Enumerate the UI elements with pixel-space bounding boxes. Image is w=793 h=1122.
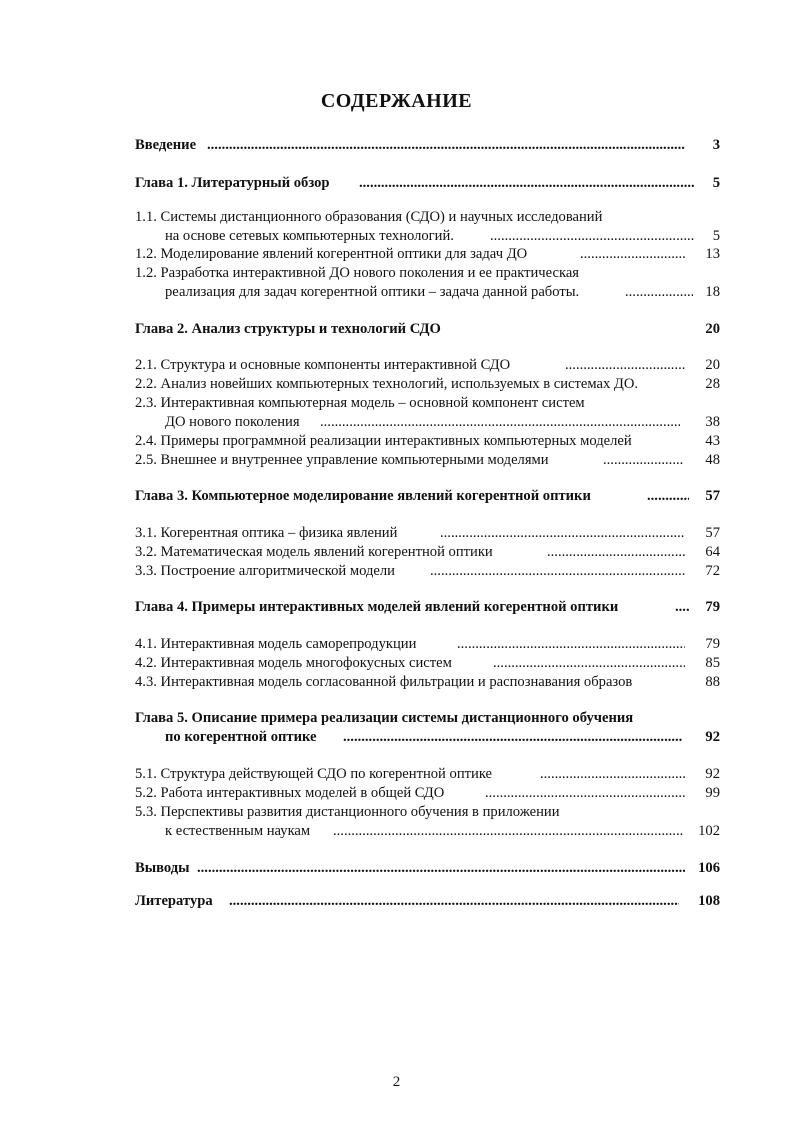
leader-dots xyxy=(359,174,695,192)
toc-entry-page: 3 xyxy=(712,137,720,153)
leader-dots xyxy=(485,784,685,802)
toc-entry-5-3-cont xyxy=(165,822,720,840)
toc-entry-page: 79 xyxy=(705,599,720,615)
toc-entry-label: по когерентной оптике xyxy=(165,729,317,745)
leader-dots xyxy=(493,654,685,672)
toc-entry-label: 1.2. Разработка интерактивной ДО нового поколения и ее практическая xyxy=(135,265,580,281)
toc-entry-page: 72 xyxy=(705,563,720,579)
toc-entry-1-1 xyxy=(135,208,720,226)
toc-entry-4-1 xyxy=(135,635,720,653)
toc-entry-5-1 xyxy=(135,765,720,783)
toc-entry-label: 2.1. Структура и основные компоненты интерактивной СДО xyxy=(135,357,511,373)
toc-entry-4-2 xyxy=(135,654,720,672)
leader-dots xyxy=(229,892,679,910)
leader-dots xyxy=(675,598,689,616)
toc-entry-label: Выводы xyxy=(135,860,190,876)
toc-entry-page: 28 xyxy=(705,376,720,392)
toc-entry-label: 1.2. Моделирование явлений когерентной оптики для задач ДО xyxy=(135,246,528,262)
toc-entry-1-2 xyxy=(135,245,720,263)
toc-entry-label: Глава 3. Компьютерное моделирование явлений когерентной оптики xyxy=(135,488,591,504)
toc-entry-label: Литература xyxy=(135,893,213,909)
toc-entry-label: реализация для задач когерентной оптики – задача данной работы. xyxy=(165,284,580,300)
leader-dots xyxy=(580,245,685,263)
toc-entry-page: 57 xyxy=(705,525,720,541)
toc-entry-label: 2.5. Внешнее и внутреннее управление компьютерными моделями xyxy=(135,452,549,468)
toc-entry-label: 5.1. Структура действующей СДО по когерентной оптике xyxy=(135,766,493,782)
toc-entry-label: 4.3. Интерактивная модель согласованной фильтрации и распознавания образов xyxy=(135,674,633,690)
leader-dots xyxy=(343,728,683,746)
toc-entry-2-3-cont xyxy=(165,413,720,431)
toc-entry-3-3 xyxy=(135,562,720,580)
toc-entry-chapter-1 xyxy=(135,174,720,192)
toc-entry-page: 88 xyxy=(705,674,720,690)
toc-entry-label: 3.3. Построение алгоритмической модели xyxy=(135,563,395,579)
toc-entry-label: 5.3. Перспективы развития дистанционного обучения в приложении xyxy=(135,804,560,820)
toc-entry-label: 4.2. Интерактивная модель многофокусных систем xyxy=(135,655,452,671)
leader-dots xyxy=(320,413,680,431)
toc-entry-label: 3.2. Математическая модель явлений когерентной оптики xyxy=(135,544,493,560)
leader-dots xyxy=(197,859,685,877)
toc-entry-chapter-2 xyxy=(135,320,720,338)
leader-dots xyxy=(547,543,685,561)
toc-entry-2-3 xyxy=(135,394,720,412)
toc-entry-page: 20 xyxy=(705,321,720,337)
leader-dots xyxy=(457,635,685,653)
toc-entry-page: 48 xyxy=(705,452,720,468)
toc-entry-3-2 xyxy=(135,543,720,561)
toc-entry-1-1-cont xyxy=(165,227,720,245)
toc-entry-label: 2.4. Примеры программной реализации интерактивных компьютерных моделей xyxy=(135,433,632,449)
leader-dots xyxy=(490,227,695,245)
toc-entry-chapter-5-cont xyxy=(165,728,720,746)
toc-entry-label: 2.3. Интерактивная компьютерная модель – основной компонент систем xyxy=(135,395,585,411)
toc-entry-1-2b xyxy=(135,264,720,282)
toc-entry-2-1 xyxy=(135,356,720,374)
toc-entry-label: на основе сетевых компьютерных технологий. xyxy=(165,228,454,244)
toc-entry-page: 57 xyxy=(705,488,720,504)
toc-entry-label: 2.2. Анализ новейших компьютерных технологий, используемых в системах ДО. xyxy=(135,376,639,392)
toc-entry-page: 5 xyxy=(712,228,720,244)
toc-entry-label: 1.1. Системы дистанционного образования (СДО) и научных исследований xyxy=(135,209,603,225)
toc-entry-page: 43 xyxy=(705,433,720,449)
toc-entry-page: 106 xyxy=(698,860,720,876)
toc-entry-1-2b-cont xyxy=(165,283,720,301)
leader-dots xyxy=(333,822,683,840)
leader-dots xyxy=(540,765,685,783)
toc-entry-label: 4.1. Интерактивная модель саморепродукции xyxy=(135,636,417,652)
leader-dots xyxy=(565,356,685,374)
toc-entry-literature xyxy=(135,892,720,910)
toc-entry-chapter-5 xyxy=(135,709,720,727)
toc-entry-2-5 xyxy=(135,451,720,469)
toc-entry-5-3 xyxy=(135,803,720,821)
toc-entry-page: 64 xyxy=(705,544,720,560)
toc-entry-page: 102 xyxy=(698,823,720,839)
toc-entry-label: Глава 1. Литературный обзор xyxy=(135,175,330,191)
leader-dots xyxy=(440,524,685,542)
toc-entry-page: 5 xyxy=(712,175,720,191)
toc-entry-label: к естественным наукам xyxy=(165,823,311,839)
toc-entry-page: 13 xyxy=(705,246,720,262)
toc-entry-2-4 xyxy=(135,432,720,450)
toc-entry-page: 79 xyxy=(705,636,720,652)
toc-entry-2-2 xyxy=(135,375,720,393)
toc-entry-label: 3.1. Когерентная оптика – физика явлений xyxy=(135,525,398,541)
toc-entry-label: Введение xyxy=(135,137,197,153)
toc-entry-page: 85 xyxy=(705,655,720,671)
leader-dots xyxy=(430,562,685,580)
toc-entry-page: 18 xyxy=(705,284,720,300)
toc-entry-chapter-4 xyxy=(135,598,720,616)
leader-dots xyxy=(625,283,693,301)
toc-entry-conclusions xyxy=(135,859,720,877)
toc-entry-label: 5.2. Работа интерактивных моделей в общей СДО xyxy=(135,785,445,801)
page-number-footer: 2 xyxy=(392,1074,401,1090)
leader-dots xyxy=(647,487,689,505)
toc-entry-chapter-3 xyxy=(135,487,720,505)
leader-dots xyxy=(207,136,685,154)
toc-entry-5-2 xyxy=(135,784,720,802)
page-title: СОДЕРЖАНИЕ xyxy=(320,90,473,112)
toc-entry-4-3 xyxy=(135,673,720,691)
toc-entry-introduction xyxy=(135,136,720,154)
leader-dots xyxy=(603,451,683,469)
toc-entry-label: ДО нового поколения xyxy=(165,414,300,430)
toc-entry-3-1 xyxy=(135,524,720,542)
toc-entry-page: 99 xyxy=(705,785,720,801)
toc-entry-page: 92 xyxy=(705,766,720,782)
toc-entry-label: Глава 2. Анализ структуры и технологий СДО xyxy=(135,321,441,337)
toc-entry-page: 108 xyxy=(698,893,720,909)
toc-entry-page: 20 xyxy=(705,357,720,373)
toc-entry-label: Глава 4. Примеры интерактивных моделей явлений когерентной оптики xyxy=(135,599,619,615)
toc-entry-label: Глава 5. Описание примера реализации системы дистанционного обучения xyxy=(135,710,634,726)
toc-entry-page: 38 xyxy=(705,414,720,430)
toc-entry-page: 92 xyxy=(705,729,720,745)
